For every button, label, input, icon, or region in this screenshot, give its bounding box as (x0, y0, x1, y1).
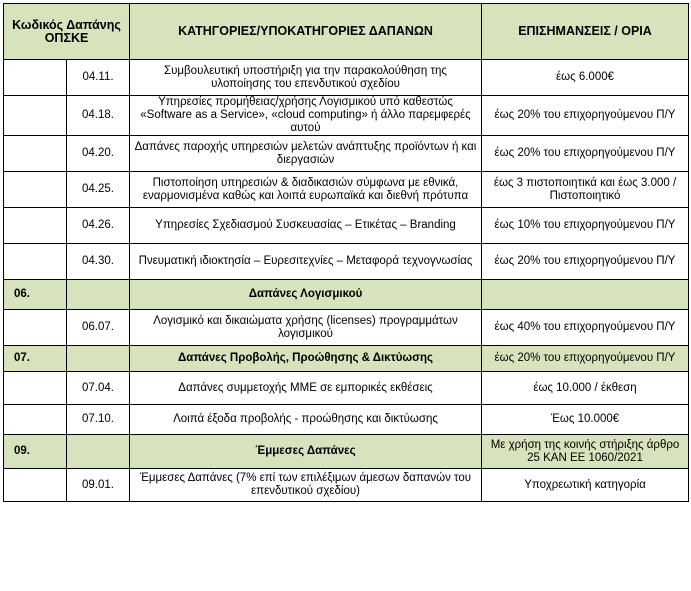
category-cell: Έμμεσες Δαπάνες (7% επί των επιλέξιμων άμεσων δαπανών του επενδυτικού σχεδίου) (130, 469, 482, 502)
category-cell: Υπηρεσίες προμήθειας/χρήσης Λογισμικού υπό καθεστώς «Software as a Service», «cloud computing» ή άλλο παρεμφερές αυτού (130, 96, 482, 136)
sub-code-cell: 04.20. (67, 136, 130, 172)
table-header-row (4, 4, 689, 60)
main-code-cell (4, 96, 67, 136)
note-cell: έως 10.000 / έκθεση (482, 372, 689, 405)
table-row (4, 310, 689, 346)
main-code-cell (4, 469, 67, 502)
sub-code-cell: 09.01. (67, 469, 130, 502)
sub-code-cell: 04.11. (67, 60, 130, 96)
sub-code-cell: 07.04. (67, 372, 130, 405)
note-cell: Έως 10.000€ (482, 405, 689, 435)
main-code-cell (4, 405, 67, 435)
note-cell: έως 20% του επιχορηγούμενου Π/Υ (482, 244, 689, 280)
category-cell: Δαπάνες Λογισμικού (130, 280, 482, 310)
main-code-cell: 06. (4, 280, 67, 310)
table-row (4, 136, 689, 172)
group-row-promotion (4, 346, 689, 372)
note-cell: έως 10% του επιχορηγούμενου Π/Υ (482, 208, 689, 244)
category-column-header: ΚΑΤΗΓΟΡΙΕΣ/ΥΠΟΚΑΤΗΓΟΡΙΕΣ ΔΑΠΑΝΩΝ (130, 4, 482, 60)
group-row-indirect (4, 435, 689, 469)
main-code-cell: 09. (4, 435, 67, 469)
sub-code-cell: 04.30. (67, 244, 130, 280)
category-cell: Λογισμικό και δικαιώματα χρήσης (licenses) προγραμμάτων λογισμικού (130, 310, 482, 346)
code-column-header: Κωδικός Δαπάνης ΟΠΣΚΕ (4, 4, 130, 60)
category-cell: Δαπάνες Προβολής, Προώθησης & Δικτύωσης (130, 346, 482, 372)
table-row (4, 60, 689, 96)
main-code-cell (4, 310, 67, 346)
note-cell: έως 20% του επιχορηγούμενου Π/Υ (482, 136, 689, 172)
table-row (4, 372, 689, 405)
table-row (4, 172, 689, 208)
sub-code-cell: 07.10. (67, 405, 130, 435)
note-cell: Υποχρεωτική κατηγορία (482, 469, 689, 502)
sub-code-cell: 04.18. (67, 96, 130, 136)
sub-code-cell: 04.25. (67, 172, 130, 208)
category-cell: Δαπάνες συμμετοχής ΜΜΕ σε εμπορικές εκθέσεις (130, 372, 482, 405)
note-cell (482, 280, 689, 310)
main-code-cell (4, 244, 67, 280)
category-cell: Έμμεσες Δαπάνες (130, 435, 482, 469)
main-code-cell (4, 60, 67, 96)
main-code-cell (4, 136, 67, 172)
category-cell: Δαπάνες παροχής υπηρεσιών μελετών ανάπτυξης προϊόντων ή και διεργασιών (130, 136, 482, 172)
main-code-cell: 07. (4, 346, 67, 372)
category-cell: Υπηρεσίες Σχεδιασμού Συσκευασίας – Ετικέτας – Branding (130, 208, 482, 244)
main-code-cell (4, 172, 67, 208)
group-row-software (4, 280, 689, 310)
notes-column-header: ΕΠΙΣΗΜΑΝΣΕΙΣ / ΟΡΙΑ (482, 4, 689, 60)
table-row (4, 208, 689, 244)
sub-code-cell (67, 346, 130, 372)
table-row (4, 96, 689, 136)
sub-code-cell (67, 280, 130, 310)
sub-code-cell: 06.07. (67, 310, 130, 346)
main-code-cell (4, 372, 67, 405)
sub-code-cell: 04.26. (67, 208, 130, 244)
category-cell: Συμβουλευτική υποστήριξη για την παρακολούθηση της υλοποίησης του επενδυτικού σχεδίου (130, 60, 482, 96)
category-cell: Λοιπά έξοδα προβολής - προώθησης και δικτύωσης (130, 405, 482, 435)
note-cell: έως 40% του επιχορηγούμενου Π/Υ (482, 310, 689, 346)
sub-code-cell (67, 435, 130, 469)
note-cell: έως 6.000€ (482, 60, 689, 96)
note-cell: έως 20% του επιχορηγούμενου Π/Υ (482, 346, 689, 372)
table-row (4, 244, 689, 280)
table-row (4, 405, 689, 435)
category-cell: Πιστοποίηση υπηρεσιών & διαδικασιών σύμφωνα με εθνικά, εναρμονισμένα καθώς και λοιπά ευρωπαϊκά και διεθνή πρότυπα (130, 172, 482, 208)
note-cell: Με χρήση της κοινής στήριξης άρθρο 25 ΚΑΝ ΕΕ 1060/2021 (482, 435, 689, 469)
main-code-cell (4, 208, 67, 244)
expense-categories-table (3, 3, 689, 502)
table-row (4, 469, 689, 502)
note-cell: έως 3 πιστοποιητικά και έως 3.000 / Πιστοποιητικό (482, 172, 689, 208)
category-cell: Πνευματική ιδιοκτησία – Ευρεσιτεχνίες – Μεταφορά τεχνογνωσίας (130, 244, 482, 280)
note-cell: έως 20% του επιχορηγούμενου Π/Υ (482, 96, 689, 136)
